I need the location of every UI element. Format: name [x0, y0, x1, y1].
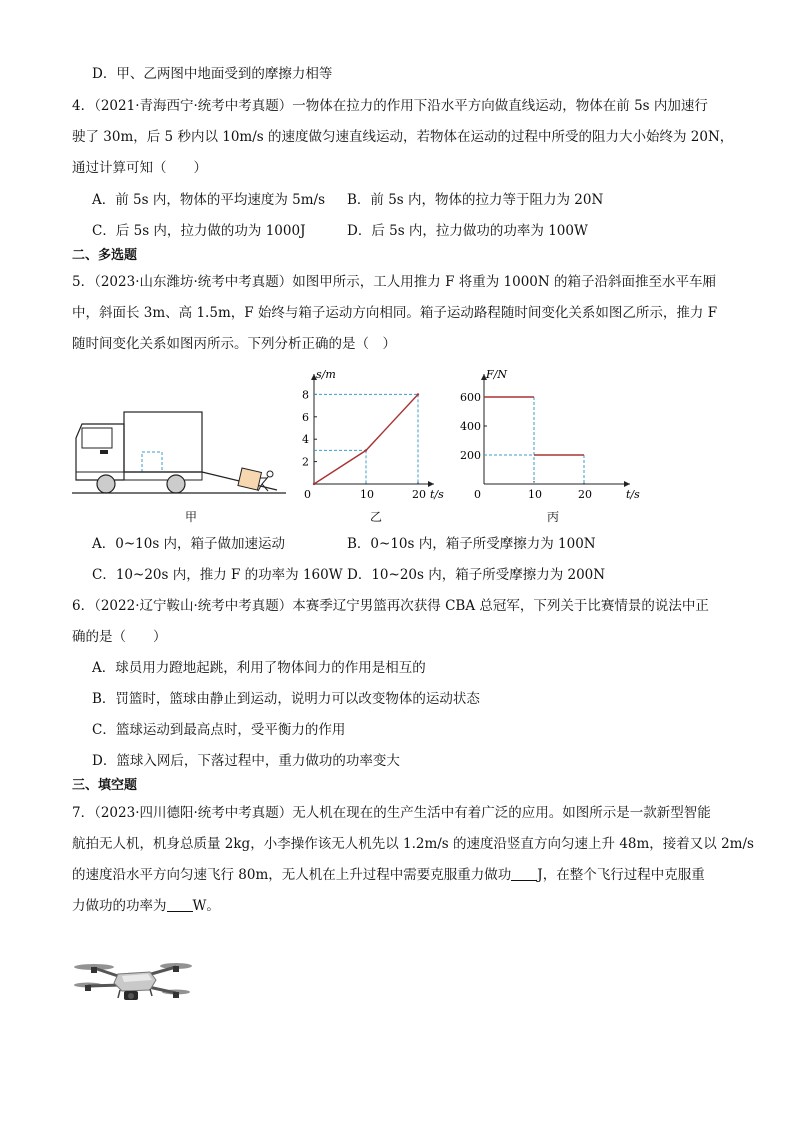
s-chart-ytick-label: 2	[302, 455, 309, 469]
truck-ramp-figure	[72, 408, 286, 500]
f-chart-origin-label: 0	[474, 488, 481, 501]
truck-door-handle	[100, 450, 108, 454]
s-chart-ytick-label: 6	[302, 410, 309, 424]
f-chart-x-label: t/s	[626, 488, 640, 501]
truck-front-wheel	[97, 475, 115, 493]
f-chart-xtick-label: 20	[578, 488, 592, 501]
s-chart-origin-label: 0	[304, 488, 311, 501]
f-chart-x-arrow	[624, 481, 630, 487]
force-time-chart	[456, 368, 640, 501]
q4-stem-line1: 4．（2021·青海西宁·统考中考真题）一物体在拉力的作用下沿水平方向做直线运动，物体在前 5s 内加速行	[72, 98, 708, 114]
q7-stem-line3: 的速度沿水平方向匀速飞行 80m，无人机在上升过程中需要克服重力做功 J，在整个飞行过程中克服重	[72, 867, 705, 883]
q4-option-c: C．后 5s 内，拉力做的功为 1000J	[92, 223, 306, 239]
box-final-position	[142, 452, 162, 472]
f-chart-y-label: F/N	[486, 368, 507, 381]
q5-option-c: C．10~20s 内，推力 F 的功率为 160W	[92, 567, 343, 583]
q7-blank-1[interactable]	[511, 866, 537, 881]
s-chart-xtick-label: 20	[412, 488, 426, 501]
q5-stem-line2: 中，斜面长 3m、高 1.5m，F 始终与箱子运动方向相同。箱子运动路程随时间变化关系如图乙所示，推力 F	[72, 305, 718, 321]
s-chart-xtick-label: 10	[360, 488, 374, 501]
s-chart-point	[365, 449, 367, 451]
f-chart-ytick-label: 200	[460, 449, 481, 462]
q4-option-b: B．前 5s 内，物体的拉力等于阻力为 20N	[347, 192, 604, 208]
section-multiple-choice-heading: 二、多选题	[72, 248, 138, 263]
q7-blank-2[interactable]	[167, 897, 193, 912]
q4-option-d: D．后 5s 内，拉力做功的功率为 100W	[347, 223, 588, 239]
f-chart-ytick-label: 400	[460, 420, 481, 433]
q6-option-c: C．篮球运动到最高点时，受平衡力的作用	[92, 722, 346, 738]
f-chart-xtick-label: 10	[528, 488, 542, 501]
s-chart-point	[417, 393, 419, 395]
s-chart-x-label: t/s	[430, 488, 444, 501]
s-chart-point	[313, 483, 315, 485]
q4-stem-line2: 驶了 30m，后 5 秒内以 10m/s 的速度做匀速直线运动，若物体在运动的过程中所受的阻力大小始终为 20N，	[72, 129, 734, 145]
truck-rear-wheel	[167, 475, 185, 493]
box-on-ramp	[238, 468, 262, 490]
q6-option-b: B．罚篮时，篮球由静止到运动，说明力可以改变物体的运动状态	[92, 691, 480, 707]
s-chart-y-label: s/m	[316, 368, 336, 381]
q5-stem-line1: 5．（2023·山东潍坊·统考中考真题）如图甲所示，工人用推力 F 将重为 1000N 的箱子沿斜面推至水平车厢	[72, 274, 716, 290]
q4-stem-line3: 通过计算可知（ ）	[72, 160, 207, 176]
figure-yi-label: 乙	[370, 510, 383, 524]
figure-bing-label: 丙	[547, 510, 560, 524]
drone-icon	[74, 963, 192, 1000]
q3-option-d: D．甲、乙两图中地面受到的摩擦力相等	[92, 66, 333, 82]
truck-window	[82, 428, 112, 448]
f-chart-ytick-label: 600	[460, 391, 481, 404]
q6-option-a: A．球员用力蹬地起跳，利用了物体间力的作用是相互的	[92, 660, 426, 676]
q6-stem-line1: 6．（2022·辽宁鞍山·统考中考真题）本赛季辽宁男篮再次获得 CBA 总冠军，下列关于比赛情景的说法中正	[72, 598, 709, 614]
q5-stem-line3: 随时间变化关系如图丙所示。下列分析正确的是（ ）	[72, 336, 396, 352]
s-chart-x-arrow	[428, 481, 434, 487]
q4-option-a: A．前 5s 内，物体的平均速度为 5m/s	[92, 192, 326, 208]
q7-stem-line4: 力做功的功率为 W。	[72, 898, 220, 914]
q7-stem-line2: 航拍无人机，机身总质量 2kg，小李操作该无人机先以 1.2m/s 的速度沿竖直方向匀速上升 48m，接着又以 2m/s	[72, 836, 754, 852]
drone-image	[72, 958, 194, 1010]
q7-stem-line1: 7．（2023·四川德阳·统考中考真题）无人机在现在的生产生活中有着广泛的应用。如图所示是一款新型智能	[72, 805, 711, 821]
q5-option-d: D．10~20s 内，箱子所受摩擦力为 200N	[347, 567, 606, 583]
truck-cargo-box	[124, 412, 202, 472]
distance-time-chart	[290, 368, 444, 501]
figure-jia-label: 甲	[185, 510, 198, 524]
section-fill-blank-heading: 三、填空题	[72, 778, 138, 793]
q5-option-a: A．0~10s 内，箱子做加速运动	[92, 536, 286, 552]
q6-stem-line2: 确的是（ ）	[72, 629, 167, 645]
s-chart-ytick-label: 4	[302, 433, 309, 447]
q6-option-d: D．篮球入网后，下落过程中，重力做功的功率变大	[92, 753, 400, 769]
q5-option-b: B．0~10s 内，箱子所受摩擦力为 100N	[347, 536, 596, 552]
s-chart-ytick-label: 8	[302, 388, 309, 402]
